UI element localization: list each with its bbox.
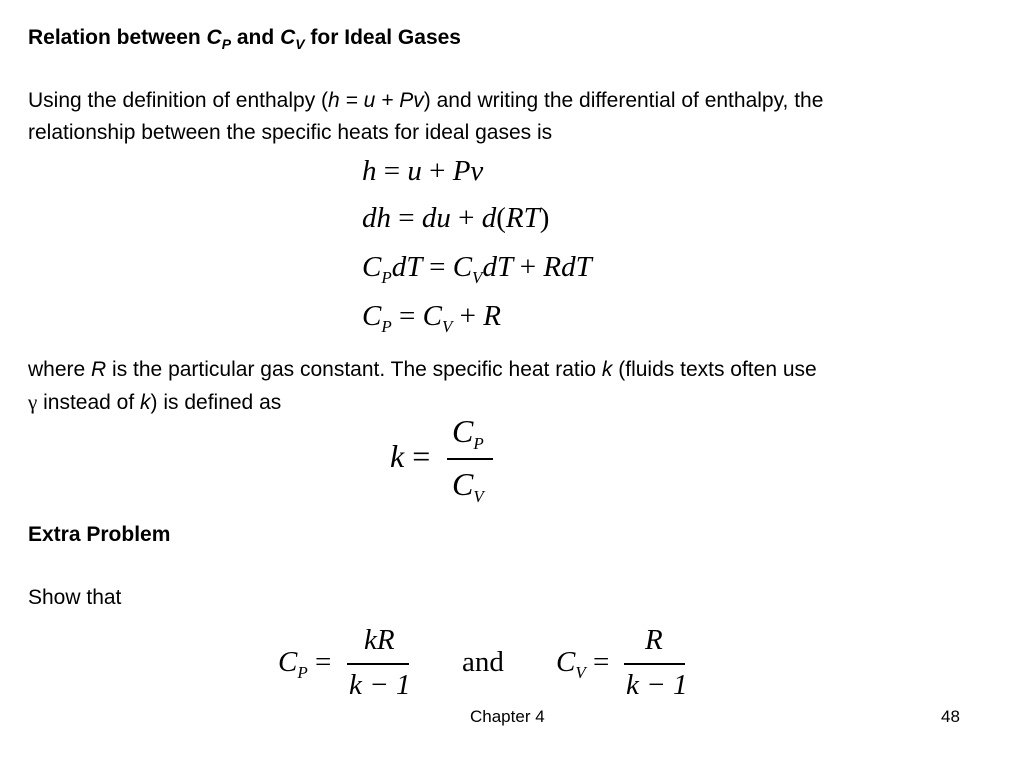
gamma-symbol: γ — [28, 390, 38, 414]
where-text: ) is defined as — [150, 391, 282, 414]
intro-line-2: relationship between the specific heats for ideal gases is — [28, 121, 553, 144]
equation-specific-heats-differential: $C_PdT = C_VdT$ + RdT — [362, 251, 592, 287]
extra-problem-heading: Extra Problem — [28, 523, 171, 546]
where-text: (fluids texts often use — [612, 358, 817, 381]
footer-chapter: Chapter 4 — [470, 707, 545, 726]
where-line-2 — [28, 386, 817, 419]
where-text: instead of — [37, 391, 141, 414]
ratio-k-symbol: k — [140, 391, 151, 414]
final-cv-numerator: R — [645, 624, 663, 656]
footer-page-number: 48 — [941, 707, 960, 726]
title-text: Relation between — [28, 26, 207, 49]
gas-constant-symbol: R — [91, 358, 107, 381]
ratio-k-symbol: k — [601, 358, 613, 381]
where-text: is the particular gas constant. The specific heat ratio — [106, 358, 602, 381]
denominator-sub: V — [473, 487, 484, 506]
equals-sign: = — [314, 646, 332, 678]
title-cv-symbol: C — [280, 26, 296, 49]
final-cp-lhs — [278, 646, 332, 682]
numerator-sub: P — [473, 434, 484, 453]
equation-enthalpy-differential: dh = du + d(RT) — [362, 202, 550, 234]
final-cv-denominator: k − 1 — [626, 669, 688, 701]
intro-paragraph — [28, 85, 823, 149]
ratio-k: k — [390, 438, 405, 474]
intro-text: Using the definition of enthalpy ( — [28, 89, 329, 112]
final-cv-fraction-bar — [624, 663, 685, 665]
ratio-lhs — [390, 438, 430, 475]
cp-c: C — [278, 646, 298, 678]
and-word: and — [462, 646, 504, 678]
enthalpy-formula-inline: h = u + Pv — [328, 89, 424, 112]
ratio-denominator — [452, 466, 484, 506]
title-cp-subscript: P — [221, 36, 232, 52]
slide-title — [28, 26, 461, 50]
final-cp-fraction-bar — [347, 663, 409, 665]
final-cp-denominator: k − 1 — [349, 669, 411, 701]
equation-enthalpy: h = u + Pv — [362, 155, 484, 187]
show-that-text: Show that — [28, 586, 122, 609]
where-line-1 — [28, 354, 817, 386]
ratio-fraction-bar — [447, 458, 493, 460]
ratio-numerator — [452, 413, 484, 453]
where-paragraph — [28, 354, 817, 419]
intro-text: ) and writing the differential of enthalpy, the — [423, 89, 824, 112]
equation-cp-cv-relation: $C_P = C_V + R$ — [362, 300, 501, 336]
numerator-c: C — [452, 413, 474, 449]
final-cp-numerator: kR — [364, 624, 395, 656]
equals-sign: = — [592, 646, 610, 678]
cp-sub: P — [297, 663, 308, 682]
title-text: for Ideal Gases — [304, 26, 461, 49]
title-cv-subscript: V — [295, 36, 305, 52]
intro-line-1 — [28, 85, 823, 117]
denominator-c: C — [452, 466, 474, 502]
equals-sign: = — [412, 438, 431, 474]
title-text: and — [231, 26, 281, 49]
title-cp-symbol: C — [206, 26, 222, 49]
final-cv-lhs — [556, 646, 610, 682]
cv-sub: V — [575, 663, 586, 682]
where-text: where — [28, 358, 92, 381]
cv-c: C — [556, 646, 576, 678]
